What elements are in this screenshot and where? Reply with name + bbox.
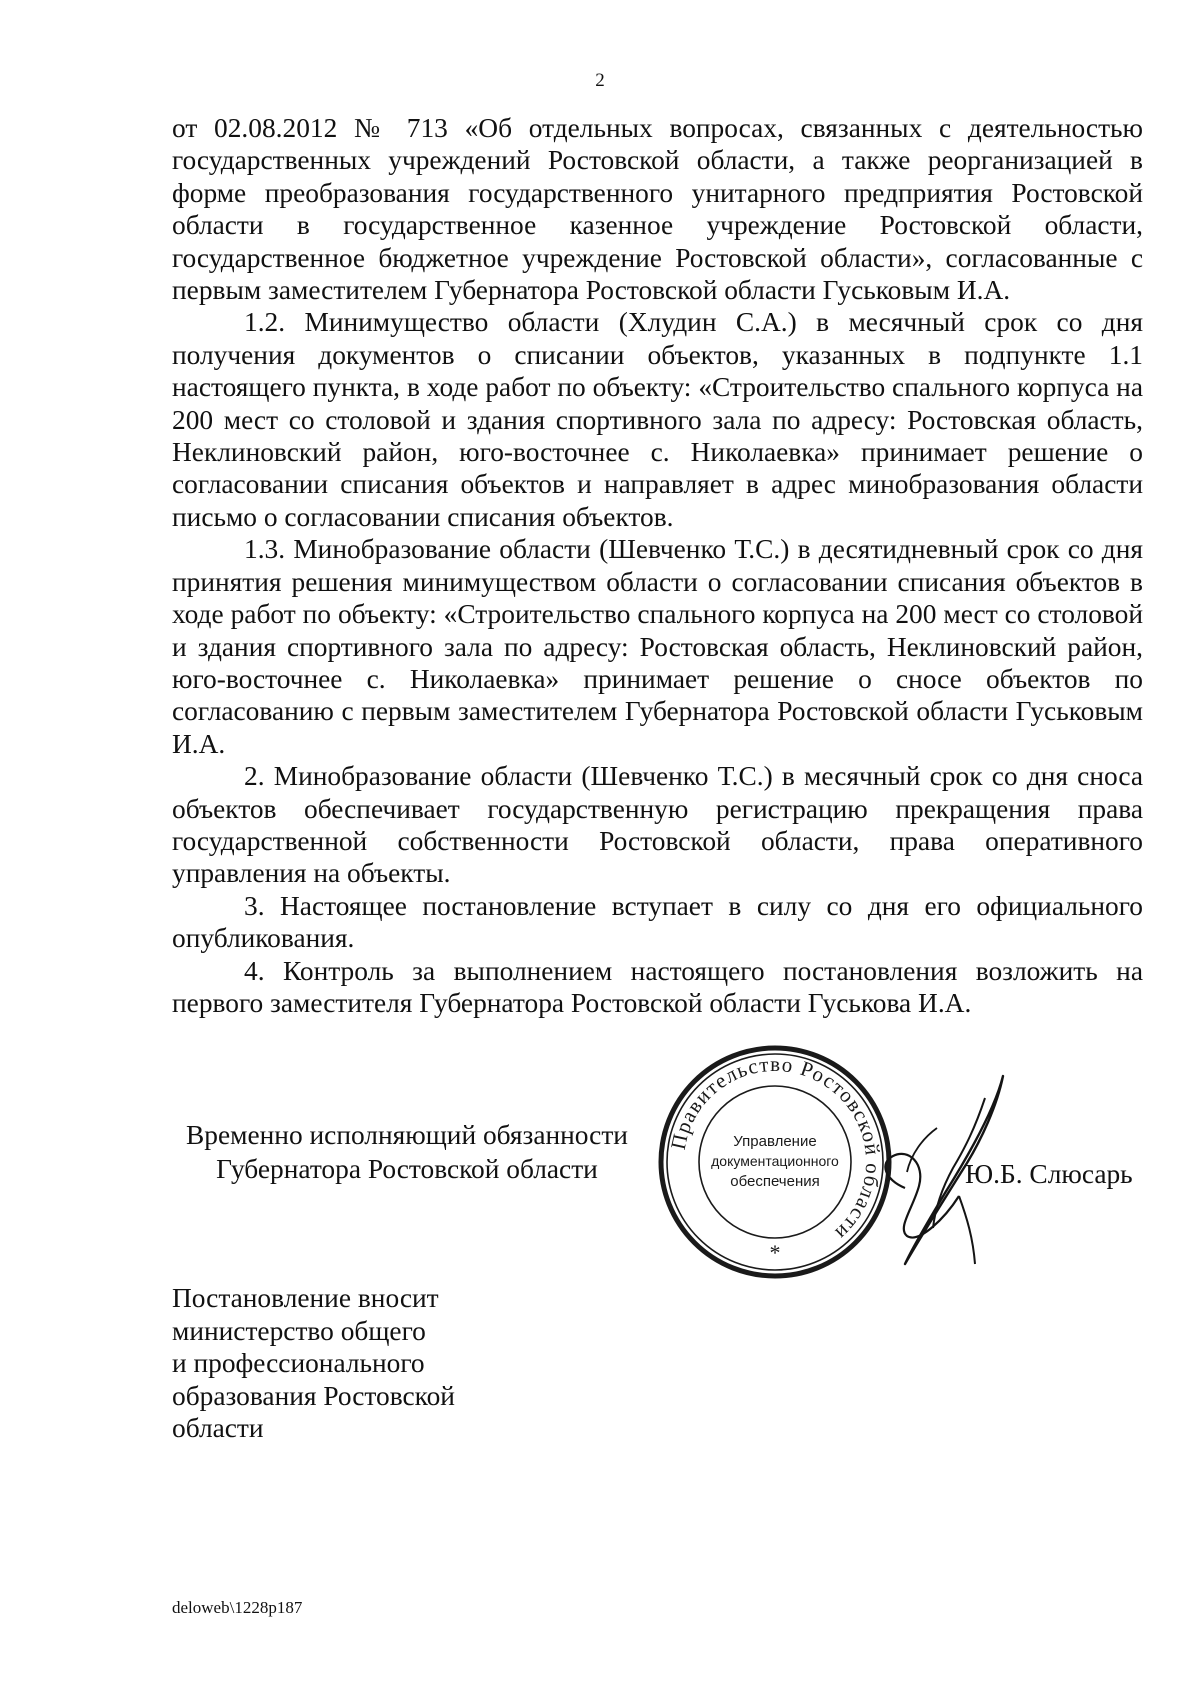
introduced-by-line: области [172,1413,264,1443]
paragraph-3: 3. Настоящее постановление вступает в силу со дня его официального опубликования. [172,890,1143,954]
paragraph-2: 2. Минобразование области (Шевченко Т.С.) в месячный срок со дня сноса объектов обеспечивает государственную регистрацию прекращения права государственной собственности Ростовской области, права оперативного управления на объекты. [172,761,1143,889]
paragraph-1-2: 1.2. Минимущество области (Хлудин С.А.) в месячный срок со дня получения документов о списании объектов, указанных в подпункте 1.1 настоящего пункта, в ходе работ по объекту: «Строительство спального корпуса на 200 мест со столовой и здания спортивного зала по адресу: Ростовская область, Неклиновский район, юго-восточнее с. Николаевка» принимает решение о согласовании списания объектов и направляет в адрес минобразования области письмо о согласовании списания объектов. [172,307,1143,532]
signatory-position-line-2: Губернатора Ростовской области [216,1154,598,1184]
signatory-position-line-1: Временно исполняющий обязанности [186,1120,628,1150]
paragraph-1-3: 1.3. Минобразование области (Шевченко Т.С.) в десятидневный срок со дня принятия решения минимуществом области о согласовании списания объектов в ходе работ по объекту: «Строительство спального корпуса на 200 мест со столовой и здания спортивного зала по адресу: Ростовская область, Неклиновский район, юго-восточнее с. Николаевка» принимает решение о сносе объектов по согласованию с первым заместителем Губернатора Ростовской области Гуськовым И.А. [172,534,1143,759]
introduced-by-line: образования Ростовской [172,1380,455,1411]
introduced-by-line: и профессионального [172,1348,425,1378]
paragraph-continuation: от 02.08.2012 № 713 «Об отдельных вопросах, связанных с деятельностью государственных учреждений Ростовской области, а также реорганизацией в форме преобразования государственного унитарного предприятия Ростовской области в государственное казенное учреждение Ростовской области, государственное бюджетное учреждение Ростовской области», согласованные с первым заместителем Губернатора Ростовской области Гуськовым И.А. [172,113,1143,306]
document-body [172,112,1143,1019]
paragraph-4: 4. Контроль за выполнением настоящего постановления возложить на первого заместителя Губернатора Ростовской области Гуськова И.А. [172,955,1143,1018]
introduced-by-block [172,1282,492,1445]
signatory-position [172,1118,642,1186]
stamp-inner-line-2: документационного [711,1153,839,1169]
signatory-name: Ю.Б. Слюсарь [965,1159,1133,1189]
document-reference-code: deloweb\1228p187 [172,1598,303,1617]
stamp-star: * [769,1240,781,1265]
page-number: 2 [595,70,605,91]
introduced-by-line: Постановление вносит [172,1283,439,1313]
stamp-inner-line-1: Управление [733,1133,817,1150]
stamp-inner-line-3: обеспечения [730,1173,820,1190]
stamp-outer-text: Правительство Ростовской области [665,1051,886,1246]
official-stamp [655,1042,895,1282]
introduced-by-line: министерство общего [172,1315,426,1346]
